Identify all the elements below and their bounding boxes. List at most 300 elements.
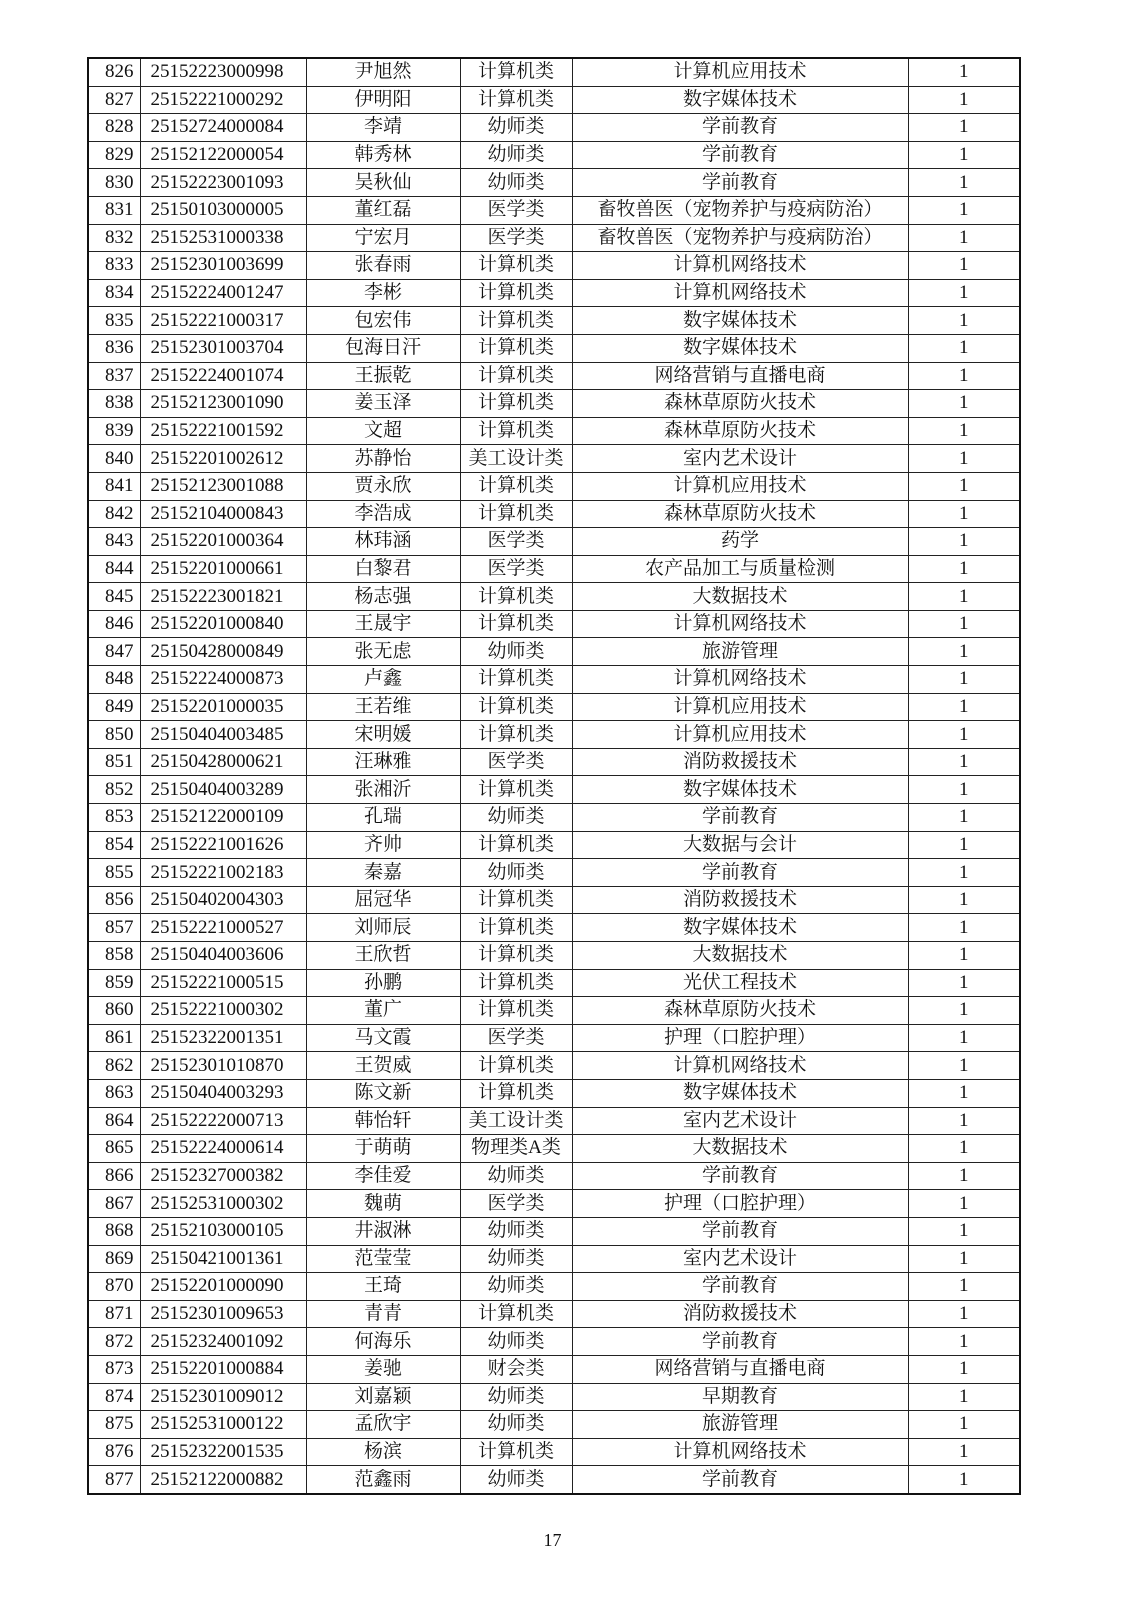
count-cell: 1 xyxy=(908,638,1020,666)
exam-id-cell: 25152224000614 xyxy=(140,1135,306,1163)
count-cell: 1 xyxy=(908,1328,1020,1356)
student-name-cell: 苏静怡 xyxy=(306,445,460,473)
exam-id-cell: 25152223001821 xyxy=(140,583,306,611)
student-name-cell: 何海乐 xyxy=(306,1328,460,1356)
table-row xyxy=(88,417,1020,445)
category-cell: 幼师类 xyxy=(460,1217,572,1245)
table-row xyxy=(88,1217,1020,1245)
student-name-cell: 杨志强 xyxy=(306,583,460,611)
major-cell: 消防救援技术 xyxy=(572,886,908,914)
row-number-cell: 834 xyxy=(88,279,140,307)
category-cell: 计算机类 xyxy=(460,500,572,528)
row-number-cell: 863 xyxy=(88,1079,140,1107)
row-number-cell: 852 xyxy=(88,776,140,804)
category-cell: 幼师类 xyxy=(460,804,572,832)
row-number-cell: 827 xyxy=(88,86,140,114)
major-cell: 数字媒体技术 xyxy=(572,1079,908,1107)
exam-id-cell: 25152301003704 xyxy=(140,334,306,362)
student-name-cell: 林玮涵 xyxy=(306,528,460,556)
student-name-cell: 董广 xyxy=(306,997,460,1025)
exam-id-cell: 25150404003289 xyxy=(140,776,306,804)
row-number-cell: 867 xyxy=(88,1190,140,1218)
student-name-cell: 文超 xyxy=(306,417,460,445)
category-cell: 计算机类 xyxy=(460,58,572,86)
category-cell: 计算机类 xyxy=(460,914,572,942)
category-cell: 计算机类 xyxy=(460,721,572,749)
row-number-cell: 876 xyxy=(88,1438,140,1466)
major-cell: 森林草原防火技术 xyxy=(572,417,908,445)
exam-id-cell: 25152531000122 xyxy=(140,1411,306,1439)
table-row xyxy=(88,1466,1020,1494)
category-cell: 计算机类 xyxy=(460,610,572,638)
exam-id-cell: 25152221001592 xyxy=(140,417,306,445)
table-row xyxy=(88,555,1020,583)
major-cell: 学前教育 xyxy=(572,1328,908,1356)
category-cell: 计算机类 xyxy=(460,693,572,721)
exam-id-cell: 25152301003699 xyxy=(140,252,306,280)
row-number-cell: 875 xyxy=(88,1411,140,1439)
category-cell: 计算机类 xyxy=(460,472,572,500)
row-number-cell: 858 xyxy=(88,942,140,970)
count-cell: 1 xyxy=(908,1190,1020,1218)
table-row xyxy=(88,1328,1020,1356)
student-name-cell: 杨滨 xyxy=(306,1438,460,1466)
count-cell: 1 xyxy=(908,1107,1020,1135)
table-row xyxy=(88,1135,1020,1163)
student-name-cell: 齐帅 xyxy=(306,831,460,859)
table-row xyxy=(88,1024,1020,1052)
table-row xyxy=(88,362,1020,390)
count-cell: 1 xyxy=(908,445,1020,473)
category-cell: 幼师类 xyxy=(460,859,572,887)
exam-id-cell: 25152103000105 xyxy=(140,1217,306,1245)
category-cell: 幼师类 xyxy=(460,141,572,169)
major-cell: 森林草原防火技术 xyxy=(572,997,908,1025)
table-row xyxy=(88,859,1020,887)
row-number-cell: 826 xyxy=(88,58,140,86)
major-cell: 护理（口腔护理） xyxy=(572,1024,908,1052)
exam-id-cell: 25152201000661 xyxy=(140,555,306,583)
major-cell: 学前教育 xyxy=(572,1162,908,1190)
table-row xyxy=(88,1355,1020,1383)
count-cell: 1 xyxy=(908,417,1020,445)
exam-id-cell: 25150404003606 xyxy=(140,942,306,970)
major-cell: 计算机网络技术 xyxy=(572,666,908,694)
table-row xyxy=(88,1273,1020,1301)
category-cell: 计算机类 xyxy=(460,1438,572,1466)
count-cell: 1 xyxy=(908,1411,1020,1439)
count-cell: 1 xyxy=(908,914,1020,942)
major-cell: 农产品加工与质量检测 xyxy=(572,555,908,583)
student-name-cell: 李靖 xyxy=(306,114,460,142)
page-number: 17 xyxy=(543,1530,562,1550)
table-row xyxy=(88,224,1020,252)
exam-id-cell: 25152531000302 xyxy=(140,1190,306,1218)
exam-id-cell: 25152324001092 xyxy=(140,1328,306,1356)
exam-id-cell: 25152221000515 xyxy=(140,969,306,997)
exam-id-cell: 25152201000035 xyxy=(140,693,306,721)
count-cell: 1 xyxy=(908,776,1020,804)
table-row xyxy=(88,1245,1020,1273)
count-cell: 1 xyxy=(908,196,1020,224)
table-row xyxy=(88,583,1020,611)
row-number-cell: 831 xyxy=(88,196,140,224)
row-number-cell: 865 xyxy=(88,1135,140,1163)
category-cell: 计算机类 xyxy=(460,583,572,611)
major-cell: 森林草原防火技术 xyxy=(572,500,908,528)
count-cell: 1 xyxy=(908,1217,1020,1245)
table-row xyxy=(88,307,1020,335)
table-row xyxy=(88,1383,1020,1411)
category-cell: 计算机类 xyxy=(460,942,572,970)
row-number-cell: 846 xyxy=(88,610,140,638)
student-name-cell: 刘师辰 xyxy=(306,914,460,942)
category-cell: 医学类 xyxy=(460,528,572,556)
student-name-cell: 韩怡轩 xyxy=(306,1107,460,1135)
major-cell: 光伏工程技术 xyxy=(572,969,908,997)
major-cell: 学前教育 xyxy=(572,1217,908,1245)
student-name-cell: 孟欣宇 xyxy=(306,1411,460,1439)
student-name-cell: 马文霞 xyxy=(306,1024,460,1052)
table-row xyxy=(88,252,1020,280)
admission-list-table xyxy=(87,57,1021,1495)
count-cell: 1 xyxy=(908,86,1020,114)
count-cell: 1 xyxy=(908,58,1020,86)
major-cell: 大数据技术 xyxy=(572,1135,908,1163)
student-name-cell: 伊明阳 xyxy=(306,86,460,114)
category-cell: 计算机类 xyxy=(460,831,572,859)
count-cell: 1 xyxy=(908,1438,1020,1466)
student-name-cell: 李浩成 xyxy=(306,500,460,528)
major-cell: 消防救援技术 xyxy=(572,748,908,776)
table-row xyxy=(88,86,1020,114)
row-number-cell: 857 xyxy=(88,914,140,942)
major-cell: 消防救援技术 xyxy=(572,1300,908,1328)
table-row xyxy=(88,1190,1020,1218)
category-cell: 医学类 xyxy=(460,1190,572,1218)
student-name-cell: 吴秋仙 xyxy=(306,169,460,197)
major-cell: 网络营销与直播电商 xyxy=(572,362,908,390)
category-cell: 医学类 xyxy=(460,224,572,252)
category-cell: 美工设计类 xyxy=(460,1107,572,1135)
table-row xyxy=(88,748,1020,776)
category-cell: 幼师类 xyxy=(460,1245,572,1273)
student-name-cell: 李佳爱 xyxy=(306,1162,460,1190)
exam-id-cell: 25152221002183 xyxy=(140,859,306,887)
count-cell: 1 xyxy=(908,1273,1020,1301)
row-number-cell: 855 xyxy=(88,859,140,887)
row-number-cell: 864 xyxy=(88,1107,140,1135)
row-number-cell: 828 xyxy=(88,114,140,142)
category-cell: 幼师类 xyxy=(460,1328,572,1356)
category-cell: 计算机类 xyxy=(460,886,572,914)
major-cell: 畜牧兽医（宠物养护与疫病防治） xyxy=(572,196,908,224)
table-row xyxy=(88,804,1020,832)
row-number-cell: 830 xyxy=(88,169,140,197)
row-number-cell: 849 xyxy=(88,693,140,721)
category-cell: 计算机类 xyxy=(460,997,572,1025)
category-cell: 物理类A类 xyxy=(460,1135,572,1163)
category-cell: 计算机类 xyxy=(460,86,572,114)
student-name-cell: 青青 xyxy=(306,1300,460,1328)
student-name-cell: 井淑淋 xyxy=(306,1217,460,1245)
table-row xyxy=(88,721,1020,749)
table-row xyxy=(88,997,1020,1025)
row-number-cell: 872 xyxy=(88,1328,140,1356)
row-number-cell: 859 xyxy=(88,969,140,997)
table-row xyxy=(88,886,1020,914)
student-name-cell: 姜玉泽 xyxy=(306,390,460,418)
table-row xyxy=(88,1162,1020,1190)
row-number-cell: 853 xyxy=(88,804,140,832)
table-row xyxy=(88,196,1020,224)
category-cell: 计算机类 xyxy=(460,279,572,307)
count-cell: 1 xyxy=(908,472,1020,500)
table-row xyxy=(88,114,1020,142)
exam-id-cell: 25152221000302 xyxy=(140,997,306,1025)
count-cell: 1 xyxy=(908,583,1020,611)
major-cell: 计算机网络技术 xyxy=(572,1438,908,1466)
row-number-cell: 839 xyxy=(88,417,140,445)
table-row xyxy=(88,390,1020,418)
exam-id-cell: 25152123001090 xyxy=(140,390,306,418)
row-number-cell: 870 xyxy=(88,1273,140,1301)
major-cell: 森林草原防火技术 xyxy=(572,390,908,418)
category-cell: 幼师类 xyxy=(460,1162,572,1190)
count-cell: 1 xyxy=(908,693,1020,721)
count-cell: 1 xyxy=(908,1079,1020,1107)
exam-id-cell: 25152201000090 xyxy=(140,1273,306,1301)
major-cell: 数字媒体技术 xyxy=(572,776,908,804)
category-cell: 计算机类 xyxy=(460,390,572,418)
table-body xyxy=(88,58,1020,1494)
table-row xyxy=(88,942,1020,970)
major-cell: 护理（口腔护理） xyxy=(572,1190,908,1218)
count-cell: 1 xyxy=(908,500,1020,528)
exam-id-cell: 25152201000840 xyxy=(140,610,306,638)
table-row xyxy=(88,1107,1020,1135)
row-number-cell: 832 xyxy=(88,224,140,252)
major-cell: 计算机应用技术 xyxy=(572,58,908,86)
student-name-cell: 张湘沂 xyxy=(306,776,460,804)
count-cell: 1 xyxy=(908,831,1020,859)
student-name-cell: 宁宏月 xyxy=(306,224,460,252)
table-row xyxy=(88,1300,1020,1328)
count-cell: 1 xyxy=(908,1466,1020,1494)
category-cell: 计算机类 xyxy=(460,776,572,804)
student-name-cell: 韩秀林 xyxy=(306,141,460,169)
table-row xyxy=(88,279,1020,307)
student-name-cell: 魏萌 xyxy=(306,1190,460,1218)
table-row xyxy=(88,334,1020,362)
table-row xyxy=(88,693,1020,721)
table-row xyxy=(88,1438,1020,1466)
exam-id-cell: 25152122000882 xyxy=(140,1466,306,1494)
count-cell: 1 xyxy=(908,1383,1020,1411)
student-name-cell: 刘嘉颖 xyxy=(306,1383,460,1411)
student-name-cell: 王贺威 xyxy=(306,1052,460,1080)
major-cell: 计算机应用技术 xyxy=(572,721,908,749)
category-cell: 幼师类 xyxy=(460,638,572,666)
major-cell: 学前教育 xyxy=(572,141,908,169)
count-cell: 1 xyxy=(908,886,1020,914)
table-row xyxy=(88,141,1020,169)
category-cell: 医学类 xyxy=(460,748,572,776)
row-number-cell: 871 xyxy=(88,1300,140,1328)
table-row xyxy=(88,500,1020,528)
category-cell: 医学类 xyxy=(460,196,572,224)
category-cell: 幼师类 xyxy=(460,1466,572,1494)
row-number-cell: 838 xyxy=(88,390,140,418)
exam-id-cell: 25152221000292 xyxy=(140,86,306,114)
category-cell: 美工设计类 xyxy=(460,445,572,473)
count-cell: 1 xyxy=(908,169,1020,197)
major-cell: 计算机网络技术 xyxy=(572,1052,908,1080)
count-cell: 1 xyxy=(908,1300,1020,1328)
row-number-cell: 847 xyxy=(88,638,140,666)
major-cell: 学前教育 xyxy=(572,1466,908,1494)
student-name-cell: 王琦 xyxy=(306,1273,460,1301)
table-row xyxy=(88,169,1020,197)
category-cell: 计算机类 xyxy=(460,1079,572,1107)
category-cell: 计算机类 xyxy=(460,1052,572,1080)
category-cell: 计算机类 xyxy=(460,252,572,280)
category-cell: 计算机类 xyxy=(460,307,572,335)
count-cell: 1 xyxy=(908,279,1020,307)
major-cell: 计算机网络技术 xyxy=(572,610,908,638)
exam-id-cell: 25152224001074 xyxy=(140,362,306,390)
table-row xyxy=(88,58,1020,86)
major-cell: 室内艺术设计 xyxy=(572,445,908,473)
table-row xyxy=(88,776,1020,804)
student-name-cell: 范莹莹 xyxy=(306,1245,460,1273)
student-name-cell: 包海日汗 xyxy=(306,334,460,362)
exam-id-cell: 25152201002612 xyxy=(140,445,306,473)
table-row xyxy=(88,969,1020,997)
count-cell: 1 xyxy=(908,224,1020,252)
count-cell: 1 xyxy=(908,1245,1020,1273)
category-cell: 计算机类 xyxy=(460,362,572,390)
count-cell: 1 xyxy=(908,1162,1020,1190)
category-cell: 计算机类 xyxy=(460,334,572,362)
exam-id-cell: 25152123001088 xyxy=(140,472,306,500)
major-cell: 学前教育 xyxy=(572,169,908,197)
student-name-cell: 孔瑞 xyxy=(306,804,460,832)
row-number-cell: 840 xyxy=(88,445,140,473)
category-cell: 计算机类 xyxy=(460,1300,572,1328)
table-row xyxy=(88,1411,1020,1439)
exam-id-cell: 25152122000109 xyxy=(140,804,306,832)
count-cell: 1 xyxy=(908,666,1020,694)
count-cell: 1 xyxy=(908,390,1020,418)
major-cell: 数字媒体技术 xyxy=(572,334,908,362)
student-name-cell: 宋明媛 xyxy=(306,721,460,749)
student-name-cell: 王欣哲 xyxy=(306,942,460,970)
major-cell: 计算机应用技术 xyxy=(572,472,908,500)
category-cell: 幼师类 xyxy=(460,114,572,142)
exam-id-cell: 25152327000382 xyxy=(140,1162,306,1190)
category-cell: 计算机类 xyxy=(460,417,572,445)
exam-id-cell: 25152221000527 xyxy=(140,914,306,942)
major-cell: 计算机网络技术 xyxy=(572,252,908,280)
exam-id-cell: 25152223001093 xyxy=(140,169,306,197)
major-cell: 早期教育 xyxy=(572,1383,908,1411)
exam-id-cell: 25152221000317 xyxy=(140,307,306,335)
student-name-cell: 尹旭然 xyxy=(306,58,460,86)
student-name-cell: 王振乾 xyxy=(306,362,460,390)
major-cell: 数字媒体技术 xyxy=(572,914,908,942)
category-cell: 幼师类 xyxy=(460,169,572,197)
student-name-cell: 包宏伟 xyxy=(306,307,460,335)
row-number-cell: 844 xyxy=(88,555,140,583)
row-number-cell: 845 xyxy=(88,583,140,611)
row-number-cell: 866 xyxy=(88,1162,140,1190)
student-name-cell: 王晟宇 xyxy=(306,610,460,638)
exam-id-cell: 25150103000005 xyxy=(140,196,306,224)
student-name-cell: 孙鹏 xyxy=(306,969,460,997)
table-row xyxy=(88,445,1020,473)
exam-id-cell: 25152724000084 xyxy=(140,114,306,142)
exam-id-cell: 25152531000338 xyxy=(140,224,306,252)
exam-id-cell: 25152301010870 xyxy=(140,1052,306,1080)
exam-id-cell: 25150404003485 xyxy=(140,721,306,749)
major-cell: 旅游管理 xyxy=(572,638,908,666)
category-cell: 计算机类 xyxy=(460,666,572,694)
exam-id-cell: 25152122000054 xyxy=(140,141,306,169)
major-cell: 大数据与会计 xyxy=(572,831,908,859)
row-number-cell: 835 xyxy=(88,307,140,335)
category-cell: 幼师类 xyxy=(460,1411,572,1439)
table-row xyxy=(88,638,1020,666)
count-cell: 1 xyxy=(908,362,1020,390)
student-name-cell: 董红磊 xyxy=(306,196,460,224)
major-cell: 大数据技术 xyxy=(572,942,908,970)
major-cell: 学前教育 xyxy=(572,804,908,832)
student-name-cell: 秦嘉 xyxy=(306,859,460,887)
count-cell: 1 xyxy=(908,528,1020,556)
row-number-cell: 843 xyxy=(88,528,140,556)
major-cell: 数字媒体技术 xyxy=(572,86,908,114)
major-cell: 计算机应用技术 xyxy=(572,693,908,721)
count-cell: 1 xyxy=(908,804,1020,832)
table-row xyxy=(88,528,1020,556)
row-number-cell: 841 xyxy=(88,472,140,500)
row-number-cell: 873 xyxy=(88,1355,140,1383)
table-row xyxy=(88,1079,1020,1107)
major-cell: 室内艺术设计 xyxy=(572,1107,908,1135)
category-cell: 医学类 xyxy=(460,1024,572,1052)
major-cell: 学前教育 xyxy=(572,1273,908,1301)
row-number-cell: 868 xyxy=(88,1217,140,1245)
row-number-cell: 829 xyxy=(88,141,140,169)
count-cell: 1 xyxy=(908,748,1020,776)
count-cell: 1 xyxy=(908,141,1020,169)
exam-id-cell: 25152224001247 xyxy=(140,279,306,307)
count-cell: 1 xyxy=(908,1355,1020,1383)
row-number-cell: 877 xyxy=(88,1466,140,1494)
exam-id-cell: 25152104000843 xyxy=(140,500,306,528)
exam-id-cell: 25152301009653 xyxy=(140,1300,306,1328)
category-cell: 财会类 xyxy=(460,1355,572,1383)
row-number-cell: 854 xyxy=(88,831,140,859)
category-cell: 幼师类 xyxy=(460,1383,572,1411)
major-cell: 数字媒体技术 xyxy=(572,307,908,335)
student-name-cell: 张无虑 xyxy=(306,638,460,666)
row-number-cell: 833 xyxy=(88,252,140,280)
exam-id-cell: 25152322001351 xyxy=(140,1024,306,1052)
row-number-cell: 861 xyxy=(88,1024,140,1052)
row-number-cell: 856 xyxy=(88,886,140,914)
